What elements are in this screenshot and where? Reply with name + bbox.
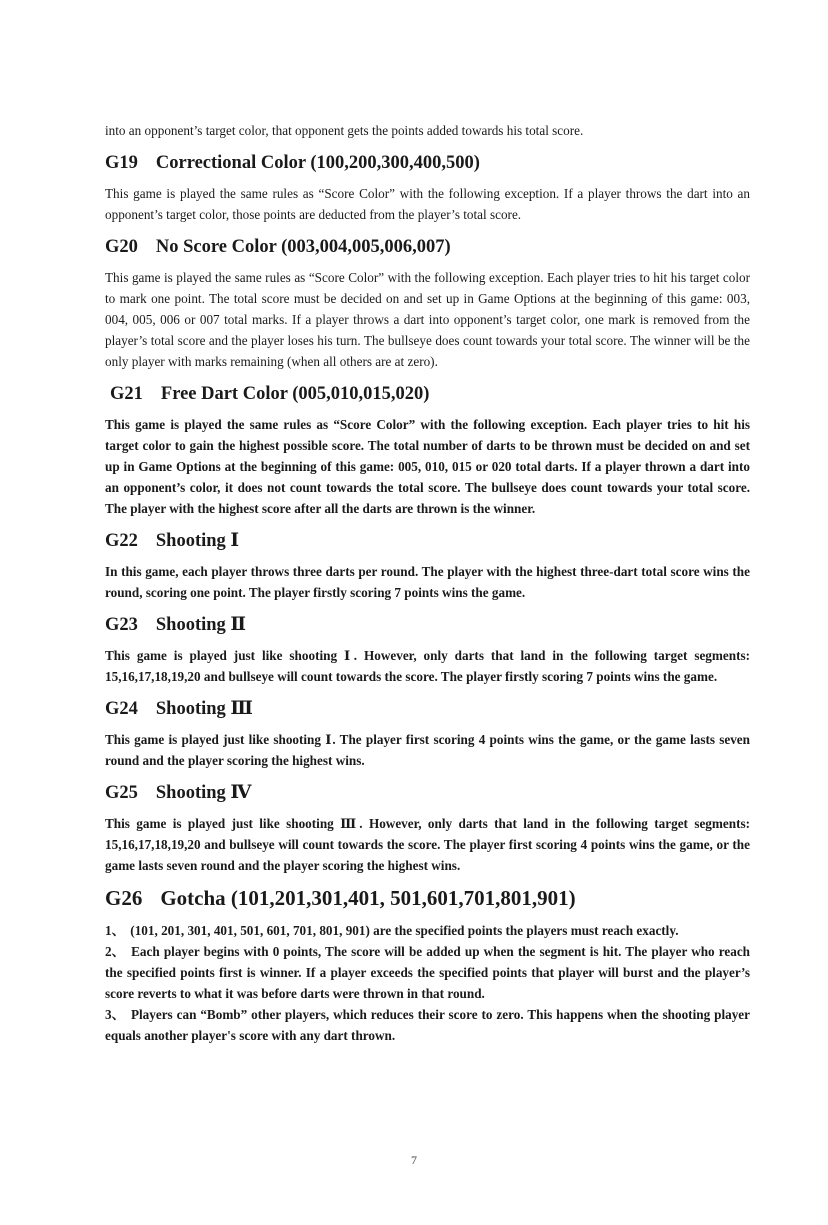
section-title: Shooting Ⅰ (155, 531, 240, 551)
section-code: G20 (105, 237, 138, 257)
section-code: G26 (105, 886, 143, 910)
section-code: G22 (105, 531, 138, 551)
section-text: This game is played the same rules as “Score Color” with the following exception. Each player tries to hit his target color to mark one point. The total score must be decided on and set up in Game Options at the beginning of this game: 003, 004, 005, 006 or 007 total marks. If a player throws a dart into opponent’s target color, one mark is removed from the player’s total score and the player loses his turn. The bullseye does count towards your total score. The winner will be the only player with marks remaining (when all others are at zero). (105, 270, 750, 369)
document-page (105, 120, 750, 1046)
section-text: In this game, each player throws three darts per round. The player with the highest three-dart total score wins the round, scoring one point. The player firstly scoring 7 points wins the game. (105, 564, 750, 600)
section-title: Correctional Color (100,200,300,400,500) (155, 153, 480, 173)
list-item (105, 920, 750, 941)
section-heading (105, 235, 750, 259)
section-title: No Score Color (003,004,005,006,007) (155, 237, 451, 257)
section-g25 (105, 781, 750, 876)
section-heading (105, 613, 750, 637)
section-title: Shooting Ⅲ (155, 699, 253, 719)
section-title: Shooting Ⅳ (155, 783, 252, 803)
section-g24 (105, 697, 750, 771)
list-number: 2、 (105, 944, 125, 959)
section-title: Shooting Ⅱ (155, 615, 247, 635)
section-text: This game is played the same rules as “Score Color” with the following exception. If a player throws the dart into an opponent’s target color, those points are deducted from the player’s total score. (105, 186, 750, 222)
list-text: Each player begins with 0 points, The score will be added up when the segment is hit. The player who reach the specified points first is winner. If a player exceeds the specified points that player will burst and the player’s score reverts to what it was before darts were thrown in that round. (105, 944, 751, 1001)
section-heading (105, 884, 750, 912)
section-code: G25 (105, 783, 138, 803)
list-item (105, 941, 750, 1004)
section-g26 (105, 884, 750, 1046)
section-code: G21 (110, 384, 143, 404)
section-g20 (105, 235, 750, 372)
section-heading (105, 382, 750, 406)
list-item (105, 1004, 750, 1046)
section-text: This game is played just like shooting Ⅰ. The player first scoring 4 points wins the game, or the game lasts seven round and the player scoring the highest wins. (105, 732, 750, 768)
list-number: 1、 (105, 923, 125, 938)
intro-paragraph: into an opponent’s target color, that opponent gets the points added towards his total score. (105, 123, 584, 138)
section-heading (105, 151, 750, 175)
section-title: Free Dart Color (005,010,015,020) (160, 384, 430, 404)
list-text: Players can “Bomb” other players, which reduces their score to zero. This happens when the shooting player equals another player's score with any dart thrown. (105, 1007, 750, 1043)
section-text: This game is played just like shooting Ⅰ. However, only darts that land in the following target segments: 15,16,17,18,19,20 and bullseye will count towards the score. The player firstly scoring 7 points wins the game. (105, 648, 750, 684)
section-g23 (105, 613, 750, 687)
section-code: G19 (105, 153, 138, 173)
section-title: Gotcha (101,201,301,401, 501,601,701,801,901) (160, 886, 576, 910)
section-heading (105, 697, 750, 721)
section-g22 (105, 529, 750, 603)
section-code: G23 (105, 615, 138, 635)
section-code: G24 (105, 699, 138, 719)
section-g21 (105, 382, 750, 519)
list-text: (101, 201, 301, 401, 501, 601, 701, 801, 901) are the specified points the players must reach exactly. (130, 923, 679, 938)
section-heading (105, 529, 750, 553)
section-heading (105, 781, 750, 805)
section-g19 (105, 151, 750, 225)
section-text: This game is played the same rules as “Score Color” with the following exception. Each player tries to hit his target color to gain the highest possible score. The total number of darts to be thrown must be decided on and set up in Game Options at the beginning of this game: 005, 010, 015 or 020 total darts. If a player thrown a dart into an opponent’s color, it does not count towards the total score. The bullseye does count towards your total score. The player with the highest score after all the darts are thrown is the winner. (105, 417, 750, 516)
section-text: This game is played just like shooting Ⅲ. However, only darts that land in the following target segments: 15,16,17,18,19,20 and bullseye will count towards the score. The player first scoring 4 points wins the game, or the game lasts seven round and the player scoring the highest wins. (105, 816, 750, 873)
page-number: 7 (411, 1153, 417, 1167)
list-number: 3、 (105, 1007, 125, 1022)
